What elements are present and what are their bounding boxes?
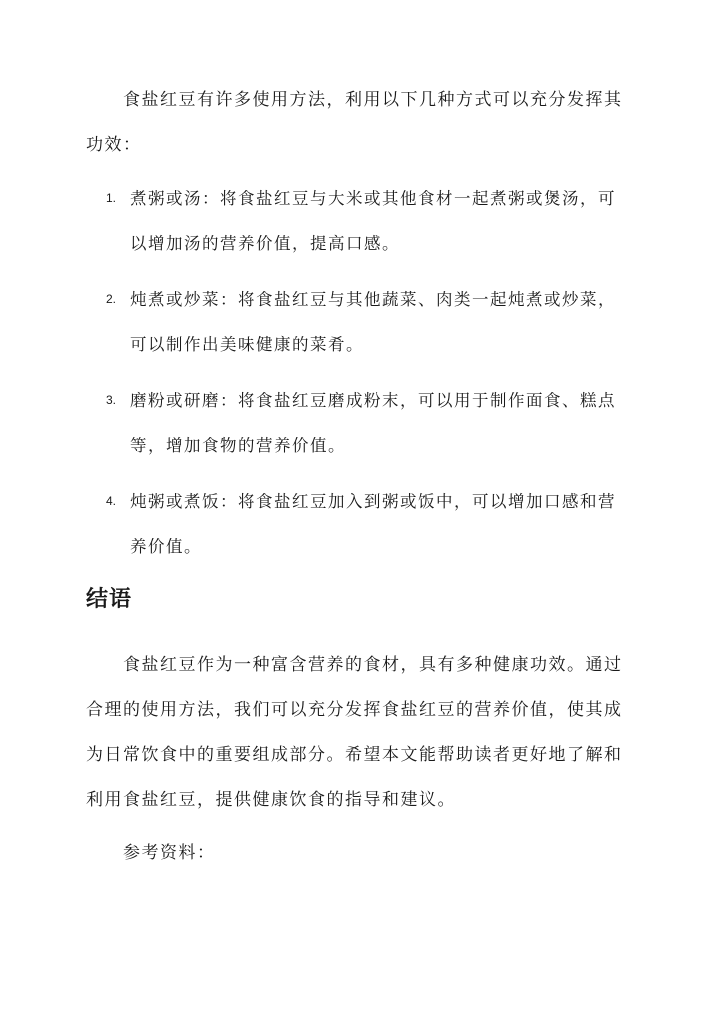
list-item-number: 4. bbox=[106, 494, 117, 508]
list-item bbox=[106, 479, 626, 569]
usage-method-list bbox=[106, 176, 626, 580]
list-item-text: 炖煮或炒菜：将食盐红豆与其他蔬菜、肉类一起炖煮或炒菜，可以制作出美味健康的菜肴。 bbox=[130, 290, 616, 354]
list-item-number: 2. bbox=[106, 292, 117, 306]
list-item-text: 磨粉或研磨：将食盐红豆磨成粉末，可以用于制作面食、糕点等，增加食物的营养价值。 bbox=[130, 391, 616, 455]
intro-paragraph: 食盐红豆有许多使用方法，利用以下几种方式可以充分发挥其功效： bbox=[86, 90, 623, 155]
section-heading-conclusion: 结语 bbox=[86, 587, 133, 612]
list-item bbox=[106, 176, 626, 266]
conclusion-paragraph: 食盐红豆作为一种富含营养的食材，具有多种健康功效。通过合理的使用方法，我们可以充分发挥食盐红豆的营养价值，使其成为日常饮食中的重要组成部分。希望本文能帮助读者更好地了解和利用食盐红豆，提供健康饮食的指导和建议。 bbox=[86, 655, 623, 810]
list-item bbox=[106, 277, 626, 367]
list-item-text: 煮粥或汤：将食盐红豆与大米或其他食材一起煮粥或煲汤，可以增加汤的营养价值，提高口感。 bbox=[130, 189, 616, 253]
references-label: 参考资料： bbox=[123, 843, 216, 863]
list-item-number: 1. bbox=[106, 191, 117, 205]
list-item bbox=[106, 378, 626, 468]
list-item-text: 炖粥或煮饭：将食盐红豆加入到粥或饭中，可以增加口感和营养价值。 bbox=[130, 492, 616, 556]
list-item-number: 3. bbox=[106, 393, 117, 407]
